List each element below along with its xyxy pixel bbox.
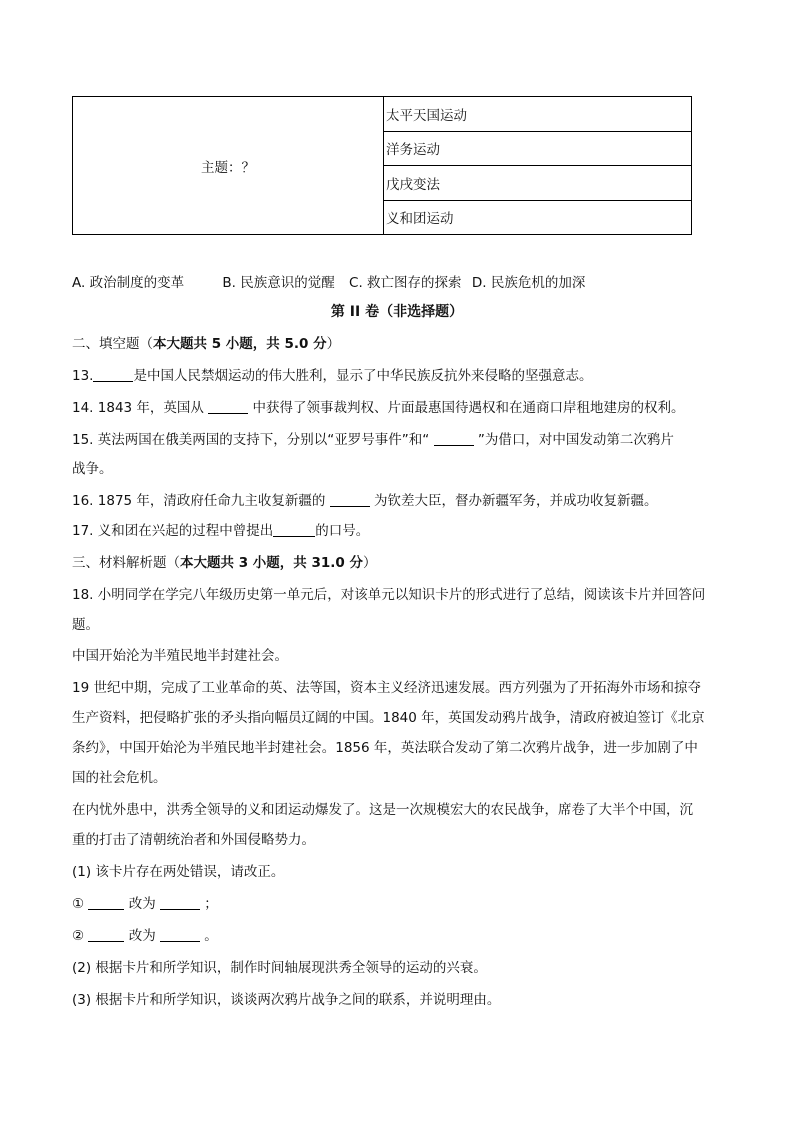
answer-options bbox=[72, 273, 595, 293]
answer-blank bbox=[160, 895, 200, 910]
answer-blank bbox=[88, 895, 124, 910]
part-ii-title: 第 II 卷（非选择题） bbox=[330, 304, 464, 320]
topic-label: 主题：？ bbox=[73, 97, 384, 235]
sub-question-2: (2) 根据卡片和所学知识，制作时间轴展现洪秀全领导的运动的兴衰。 bbox=[72, 960, 487, 976]
event-cell: 义和团运动 bbox=[384, 200, 692, 235]
option-b: B. 民族意识的觉醒 bbox=[222, 275, 335, 291]
section-2-heading: 二、填空题（本大题共 5 小题，共 5.0 分） bbox=[72, 336, 341, 352]
card-text-line: 生产资料，把侵略扩张的矛头指向幅员辽阔的中国。1840 年，英国发动鸦片战争，清政府被迫签订《北京 bbox=[72, 710, 705, 726]
correction-2: ② 改为 。 bbox=[72, 928, 218, 944]
answer-blank bbox=[88, 927, 124, 942]
sub-question-1: (1) 该卡片存在两处错误，请改正。 bbox=[72, 864, 285, 880]
sub-question-3: (3) 根据卡片和所学知识，谈谈两次鸦片战争之间的联系，并说明理由。 bbox=[72, 992, 501, 1008]
question-18-intro: 题。 bbox=[72, 617, 99, 633]
section-3-heading: 三、材料解析题（本大题共 3 小题，共 31.0 分） bbox=[72, 555, 377, 571]
card-text-line: 条约》，中国开始沦为半殖民地半封建社会。1856 年，英法联合发动了第二次鸦片战争，进一步加剧了中 bbox=[72, 740, 698, 756]
answer-blank bbox=[160, 927, 200, 942]
question-15: 15. 英法两国在俄美两国的支持下，分别以“亚罗号事件”和“ ”为借口，对中国发动第二次鸦片 bbox=[72, 432, 674, 448]
event-cell: 洋务运动 bbox=[384, 131, 692, 166]
answer-blank bbox=[208, 399, 248, 414]
question-17: 17. 义和团在兴起的过程中曾提出 的口号。 bbox=[72, 523, 370, 539]
event-cell: 戊戌变法 bbox=[384, 166, 692, 201]
question-14: 14. 1843 年，英国从 中获得了领事裁判权、片面最惠国待遇权和在通商口岸租地建房的权利。 bbox=[72, 400, 685, 416]
option-d: D. 民族危机的加深 bbox=[471, 275, 586, 291]
event-cell: 太平天国运动 bbox=[384, 97, 692, 132]
question-18-intro: 18. 小明同学在学完八年级历史第一单元后，对该单元以知识卡片的形式进行了总结，阅读该卡片并回答问 bbox=[72, 587, 706, 603]
topic-table bbox=[72, 96, 692, 235]
card-text-line: 国的社会危机。 bbox=[72, 770, 167, 786]
card-text-line: 重的打击了清朝统治者和外国侵略势力。 bbox=[72, 832, 315, 848]
answer-blank bbox=[93, 367, 133, 382]
question-16: 16. 1875 年，清政府任命九主收复新疆的 为钦差大臣，督办新疆军务，并成功收复新疆。 bbox=[72, 493, 658, 509]
card-text-line: 中国开始沦为半殖民地半封建社会。 bbox=[72, 648, 288, 664]
option-c: C. 救亡图存的探索 bbox=[349, 275, 462, 291]
option-a: A. 政治制度的变革 bbox=[72, 275, 185, 291]
card-text-line: 在内忧外患中，洪秀全领导的义和团运动爆发了。这是一次规模宏大的农民战争，席卷了大半个中国，沉 bbox=[72, 802, 693, 818]
card-text-line: 19 世纪中期，完成了工业革命的英、法等国，资本主义经济迅速发展。西方列强为了开拓海外市场和掠夺 bbox=[72, 680, 701, 696]
question-13: 13. 是中国人民禁烟运动的伟大胜利，显示了中华民族反抗外来侵略的坚强意志。 bbox=[72, 368, 593, 384]
answer-blank bbox=[330, 492, 370, 507]
answer-blank bbox=[273, 522, 315, 537]
question-15-cont: 战争。 bbox=[72, 461, 113, 477]
correction-1: ① 改为 ； bbox=[72, 896, 218, 912]
answer-blank bbox=[434, 431, 474, 446]
